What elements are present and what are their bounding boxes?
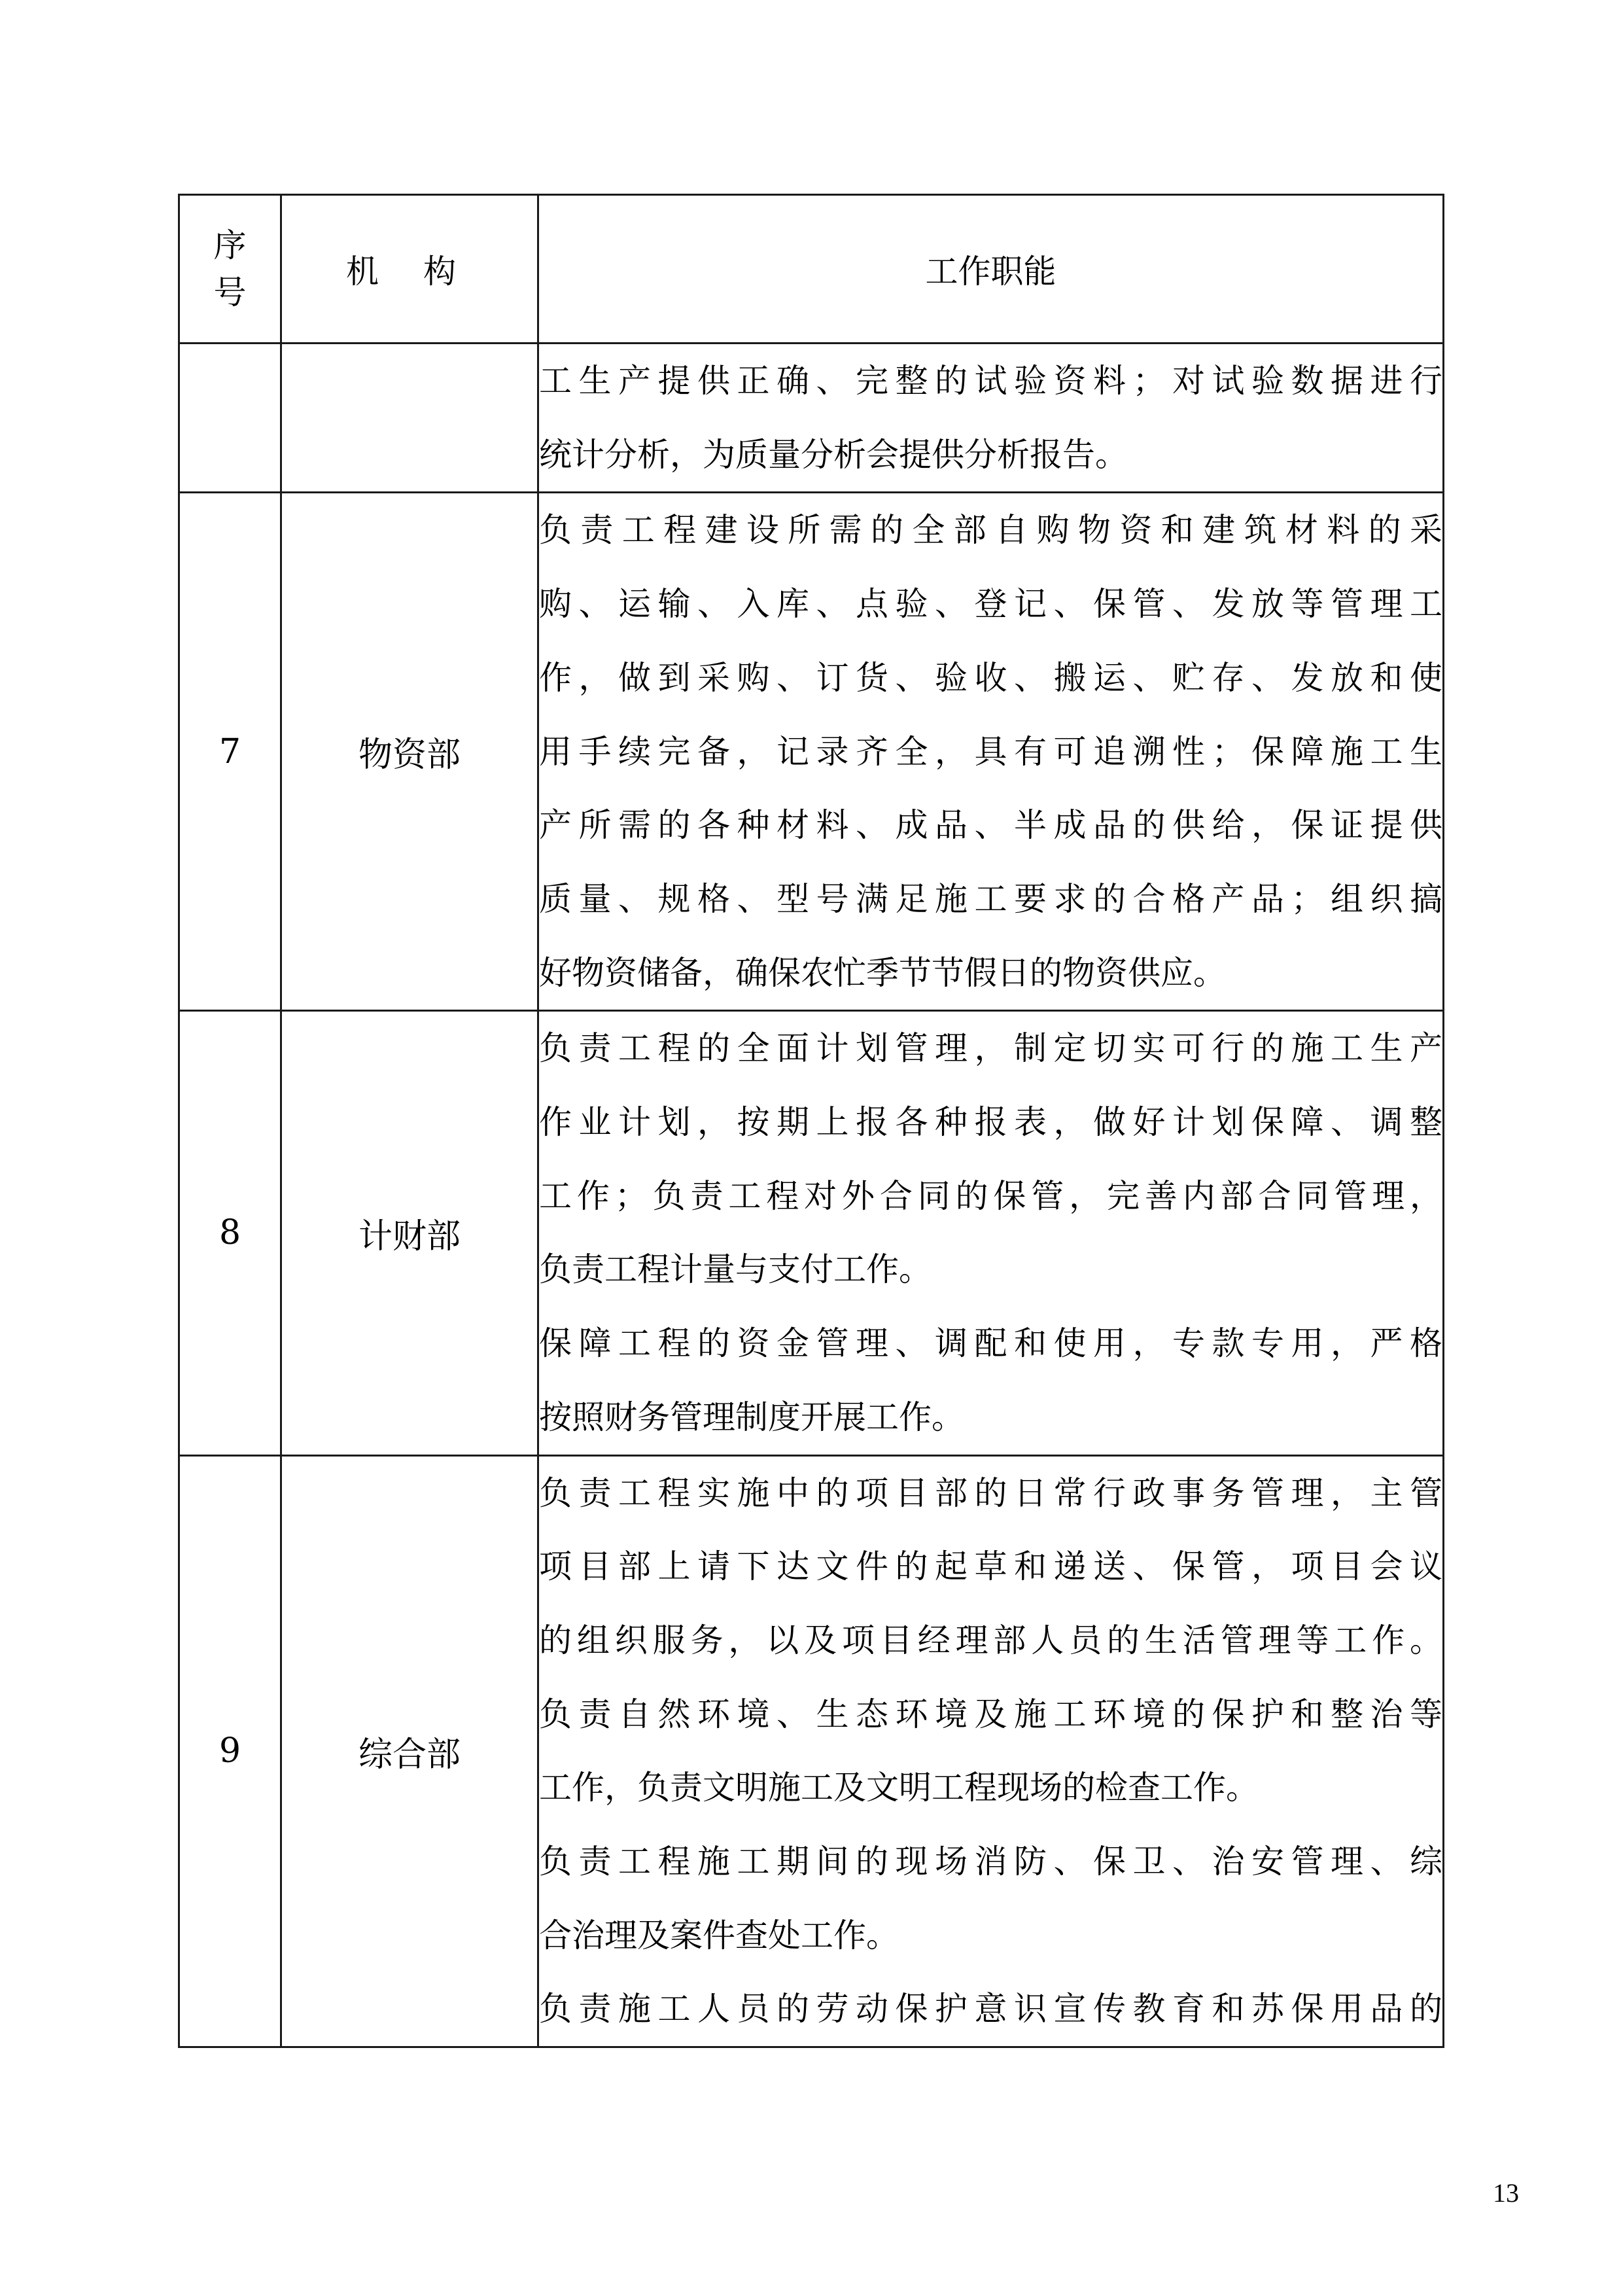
- func-line: 的组织服务，以及项目经理部人员的生活管理等工作。: [539, 1621, 1442, 1659]
- row-org: 物资部: [281, 493, 538, 1011]
- row-func: [538, 344, 1444, 493]
- func-line: 好物资储备，确保农忙季节节假日的物资供应。: [539, 953, 1226, 992]
- func-line: 负责施工人员的劳动保护意识宣传教育和苏保用品的: [539, 1990, 1442, 2028]
- table-row: [179, 344, 1444, 493]
- func-line: 质量、规格、型号满足施工要求的合格产品；组织搞: [539, 879, 1442, 918]
- func-line: 合治理及案件查处工作。: [539, 1916, 899, 1954]
- table-row: [179, 1011, 1444, 1455]
- row-func: [538, 493, 1444, 1011]
- header-no-line1: 序: [213, 226, 247, 264]
- func-line: 保障工程的资金管理、调配和使用，专款专用，严格: [539, 1324, 1442, 1363]
- row-org: [281, 344, 538, 493]
- table-row: [179, 493, 1444, 1011]
- table-header-row: [179, 195, 1444, 344]
- func-line: 用手续完备，记录齐全，具有可追溯性；保障施工生: [539, 732, 1442, 771]
- row-no: [179, 344, 281, 493]
- func-line: 作业计划，按期上报各种报表，做好计划保障、调整: [539, 1103, 1442, 1142]
- header-org: 机 构: [281, 195, 538, 344]
- func-line: 工作；负责工程对外合同的保管，完善内部合同管理，: [539, 1176, 1442, 1215]
- row-org: 综合部: [281, 1455, 538, 2047]
- func-line: 项目部上请下达文件的起草和递送、保管，项目会议: [539, 1547, 1442, 1586]
- func-line: 工生产提供正确、完整的试验资料；对试验数据进行: [539, 362, 1442, 400]
- header-no-line2: 号: [213, 274, 247, 311]
- func-line: 统计分析，为质量分析会提供分析报告。: [539, 435, 1128, 474]
- row-no: 7: [179, 493, 281, 1011]
- table-row: [179, 1455, 1444, 2047]
- row-func: [538, 1455, 1444, 2047]
- func-line: 工作，负责文明施工及文明工程现场的检查工作。: [539, 1769, 1259, 1807]
- func-line: 负责工程建设所需的全部自购物资和建筑材料的采: [539, 511, 1442, 550]
- row-org: 计财部: [281, 1011, 538, 1455]
- duties-table: [178, 194, 1444, 2048]
- func-line: 负责工程计量与支付工作。: [539, 1250, 932, 1289]
- func-line: 负责工程实施中的项目部的日常行政事务管理，主管: [539, 1474, 1442, 1512]
- func-line: 负责工程的全面计划管理，制定切实可行的施工生产: [539, 1029, 1442, 1068]
- func-line: 作，做到采购、订货、验收、搬运、贮存、发放和使: [539, 658, 1442, 697]
- func-line: 购、运输、入库、点验、登记、保管、发放等管理工: [539, 585, 1442, 624]
- row-func: [538, 1011, 1444, 1455]
- func-line: 负责工程施工期间的现场消防、保卫、治安管理、综: [539, 1843, 1442, 1881]
- header-func: 工作职能: [538, 195, 1444, 344]
- page-number: 13: [1493, 2178, 1519, 2208]
- header-no: [179, 195, 281, 344]
- func-line: 产所需的各种材料、成品、半成品的供给，保证提供: [539, 806, 1442, 845]
- row-no: 9: [179, 1455, 281, 2047]
- func-line: 按照财务管理制度开展工作。: [539, 1398, 964, 1436]
- func-line: 负责自然环境、生态环境及施工环境的保护和整治等: [539, 1695, 1442, 1733]
- row-no: 8: [179, 1011, 281, 1455]
